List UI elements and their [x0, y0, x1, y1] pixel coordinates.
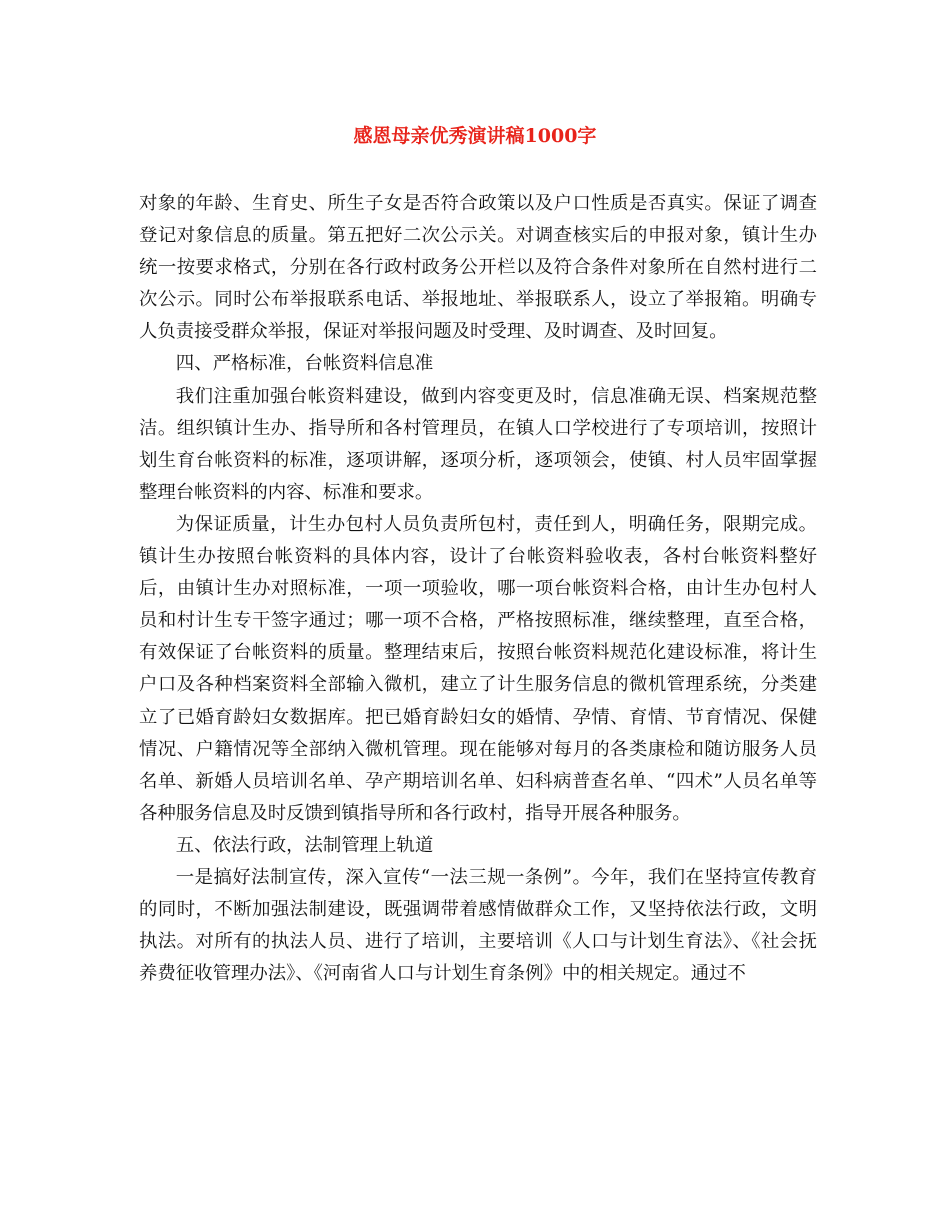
paragraph-continued: 对象的年龄、生育史、所生子女是否符合政策以及户口性质是否真实。保证了调查登记对象信息的质量。第五把好二次公示关。对调查核实后的申报对象，镇计生办统一按要求格式，分别在各行政村政务公开栏以及符合条件对象所在自然村进行二次公示。同时公布举报联系电话、举报地址、举报联系人，设立了举报箱。明确专人负责接受群众举报，保证对举报问题及时受理、及时调查、及时回复。 — [139, 193, 817, 343]
section-heading-4: 四、严格标准，台帐资料信息准 — [175, 353, 434, 375]
paragraph: 为保证质量，计生办包村人员负责所包村，责任到人，明确任务，限期完成。镇计生办按照台帐资料的具体内容，设计了台帐资料验收表，各村台帐资料整好后，由镇计生办对照标准，一项一项验收，哪一项台帐资料合格，由计生办包村人员和村计生专干签字通过；哪一项不合格，严格按照标准，继续整理，直至合格，有效保证了台帐资料的质量。整理结束后，按照台帐资料规范化建设标准，将计生户口及各种档案资料全部输入微机，建立了计生服务信息的微机管理系统，分类建立了已婚育龄妇女数据库。把已婚育龄妇女的婚情、孕情、育情、节育情况、保健情况、户籍情况等全部纳入微机管理。现在能够对每月的各类康检和随访服务人员名单、新婚人员培训名单、孕产期培训名单、妇科病普查名单、“四术”人员名单等各种服务信息及时反馈到镇指导所和各行政村，指导开展各种服务。 — [139, 513, 817, 824]
paragraph: 我们注重加强台帐资料建设，做到内容变更及时，信息准确无误、档案规范整洁。组织镇计生办、指导所和各村管理员，在镇人口学校进行了专项培训，按照计划生育台帐资料的标准，逐项讲解，逐项分析，逐项领会，使镇、村人员牢固掌握整理台帐资料的内容、标准和要求。 — [139, 385, 817, 503]
document-title: 感恩母亲优秀演讲稿1000字 — [353, 125, 597, 147]
document-body — [139, 188, 817, 990]
paragraph: 一是搞好法制宣传，深入宣传“一法三规一条例”。今年，我们在坚持宣传教育的同时，不断加强法制建设，既强调带着感情做群众工作，又坚持依法行政，文明执法。对所有的执法人员、进行了培训，主要培训《人口与计划生育法》、《社会抚养费征收管理办法》、《河南省人口与计划生育条例》中的相关规定。通过不 — [139, 866, 817, 985]
section-heading-5: 五、依法行政，法制管理上轨道 — [175, 834, 434, 856]
